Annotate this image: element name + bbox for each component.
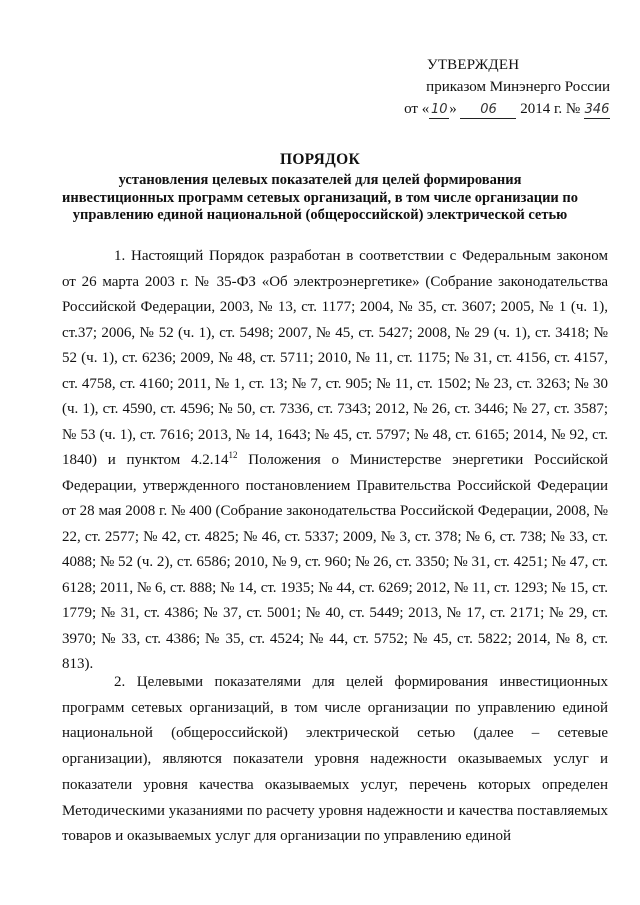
approval-order: приказом Минэнерго России	[426, 79, 610, 95]
footnote-superscript: 12	[228, 450, 238, 460]
approval-title: УТВЕРЖДЕН	[427, 57, 520, 73]
document-title: ПОРЯДОК	[279, 151, 361, 168]
approval-date-line	[370, 98, 610, 120]
date-prefix: от «	[404, 101, 430, 117]
document-subtitle: установления целевых показателей для целей формирования инвестиционных программ сетевых организаций, в том числе организации по управлению единой национальной (общероссийской) электрической сетью	[62, 172, 579, 223]
paragraph-1-text: 1. Настоящий Порядок разработан в соответствии с Федеральным законом от 26 марта 2003 г. № 35-ФЗ «Об электроэнергетике» (Собрание законодательства Российской Федерации, 2003, № 13, ст. 1177; 2004, № 35, ст. 3607; 2005, № 1 (ч. 1), ст.37; 2006, № 52 (ч. 1), ст. 5498; 2007, № 45, ст. 5427; 2008, № 29 (ч. 1), ст. 3418; № 52 (ч. 1), ст. 6236; 2009, № 48, ст. 5711; 2010, № 11, ст. 1175; № 31, ст. 4156, ст. 4157, ст. 4758, ст. 4160; 2011, № 1, ст. 13; № 7, ст. 905; № 11, ст. 1502; № 23, ст. 3263; № 30 (ч. 1), ст. 4590, ст. 4596; № 50, ст. 7336, ст. 7343; 2012, № 26, ст. 3446; № 27, ст. 3587; № 53 (ч. 1), ст. 7616; 2013, № 14, 1643; № 45, ст. 5797; № 48, ст. 6165; 2014, № 92, ст. 1840) и пунктом 4.2.14	[62, 248, 608, 468]
date-close-quote: »	[449, 101, 457, 117]
paragraph-2: 2. Целевыми показателями для целей формирования инвестиционных программ сетевых организаций, в том числе организации по управлению единой национальной (общероссийской) электрической сетью (далее – сетевые организации), являются показатели уровня надежности оказываемых услуг и показатели уровня качества оказываемых услуг, перечень которых определен Методическими указаниями по расчету уровня надежности и качества поставляемых товаров и оказываемых услуг для организации по управлению единой	[62, 674, 608, 845]
handwritten-order-number: 346	[584, 102, 610, 117]
paragraph-1-text-continued: Положения о Министерстве энергетики Российской Федерации, утвержденного постановлением Правительства Российской Федерации от 28 мая 2008 г. № 400 (Собрание законодательства Российской Федерации, 2008, № 22, ст. 2577; № 42, ст. 4825; № 46, ст. 5337; 2009, № 3, ст. 378; № 6, ст. 738; № 33, ст. 4088; № 52 (ч. 2), ст. 6586; 2010, № 9, ст. 960; № 26, ст. 3350; № 31, ст. 4251; № 47, ст. 6128; 2011, № 6, ст. 888; № 14, ст. 1935; № 44, ст. 6269; 2012, № 11, ст. 1293; № 15, ст. 1779; № 31, ст. 4386; № 37, ст. 5001; № 40, ст. 5449; 2013, № 17, ст. 2171; № 29, ст. 3970; № 33, ст. 4386; № 35, ст. 4524; № 44, ст. 5752; № 45, ст. 5822; 2014, № 8, ст. 813).	[62, 452, 608, 672]
paragraph-1	[62, 244, 608, 678]
approval-stamp	[370, 54, 610, 120]
handwritten-day: 10	[430, 102, 448, 117]
handwritten-month: 06	[460, 102, 516, 119]
year-text: 2014 г. №	[520, 101, 581, 117]
